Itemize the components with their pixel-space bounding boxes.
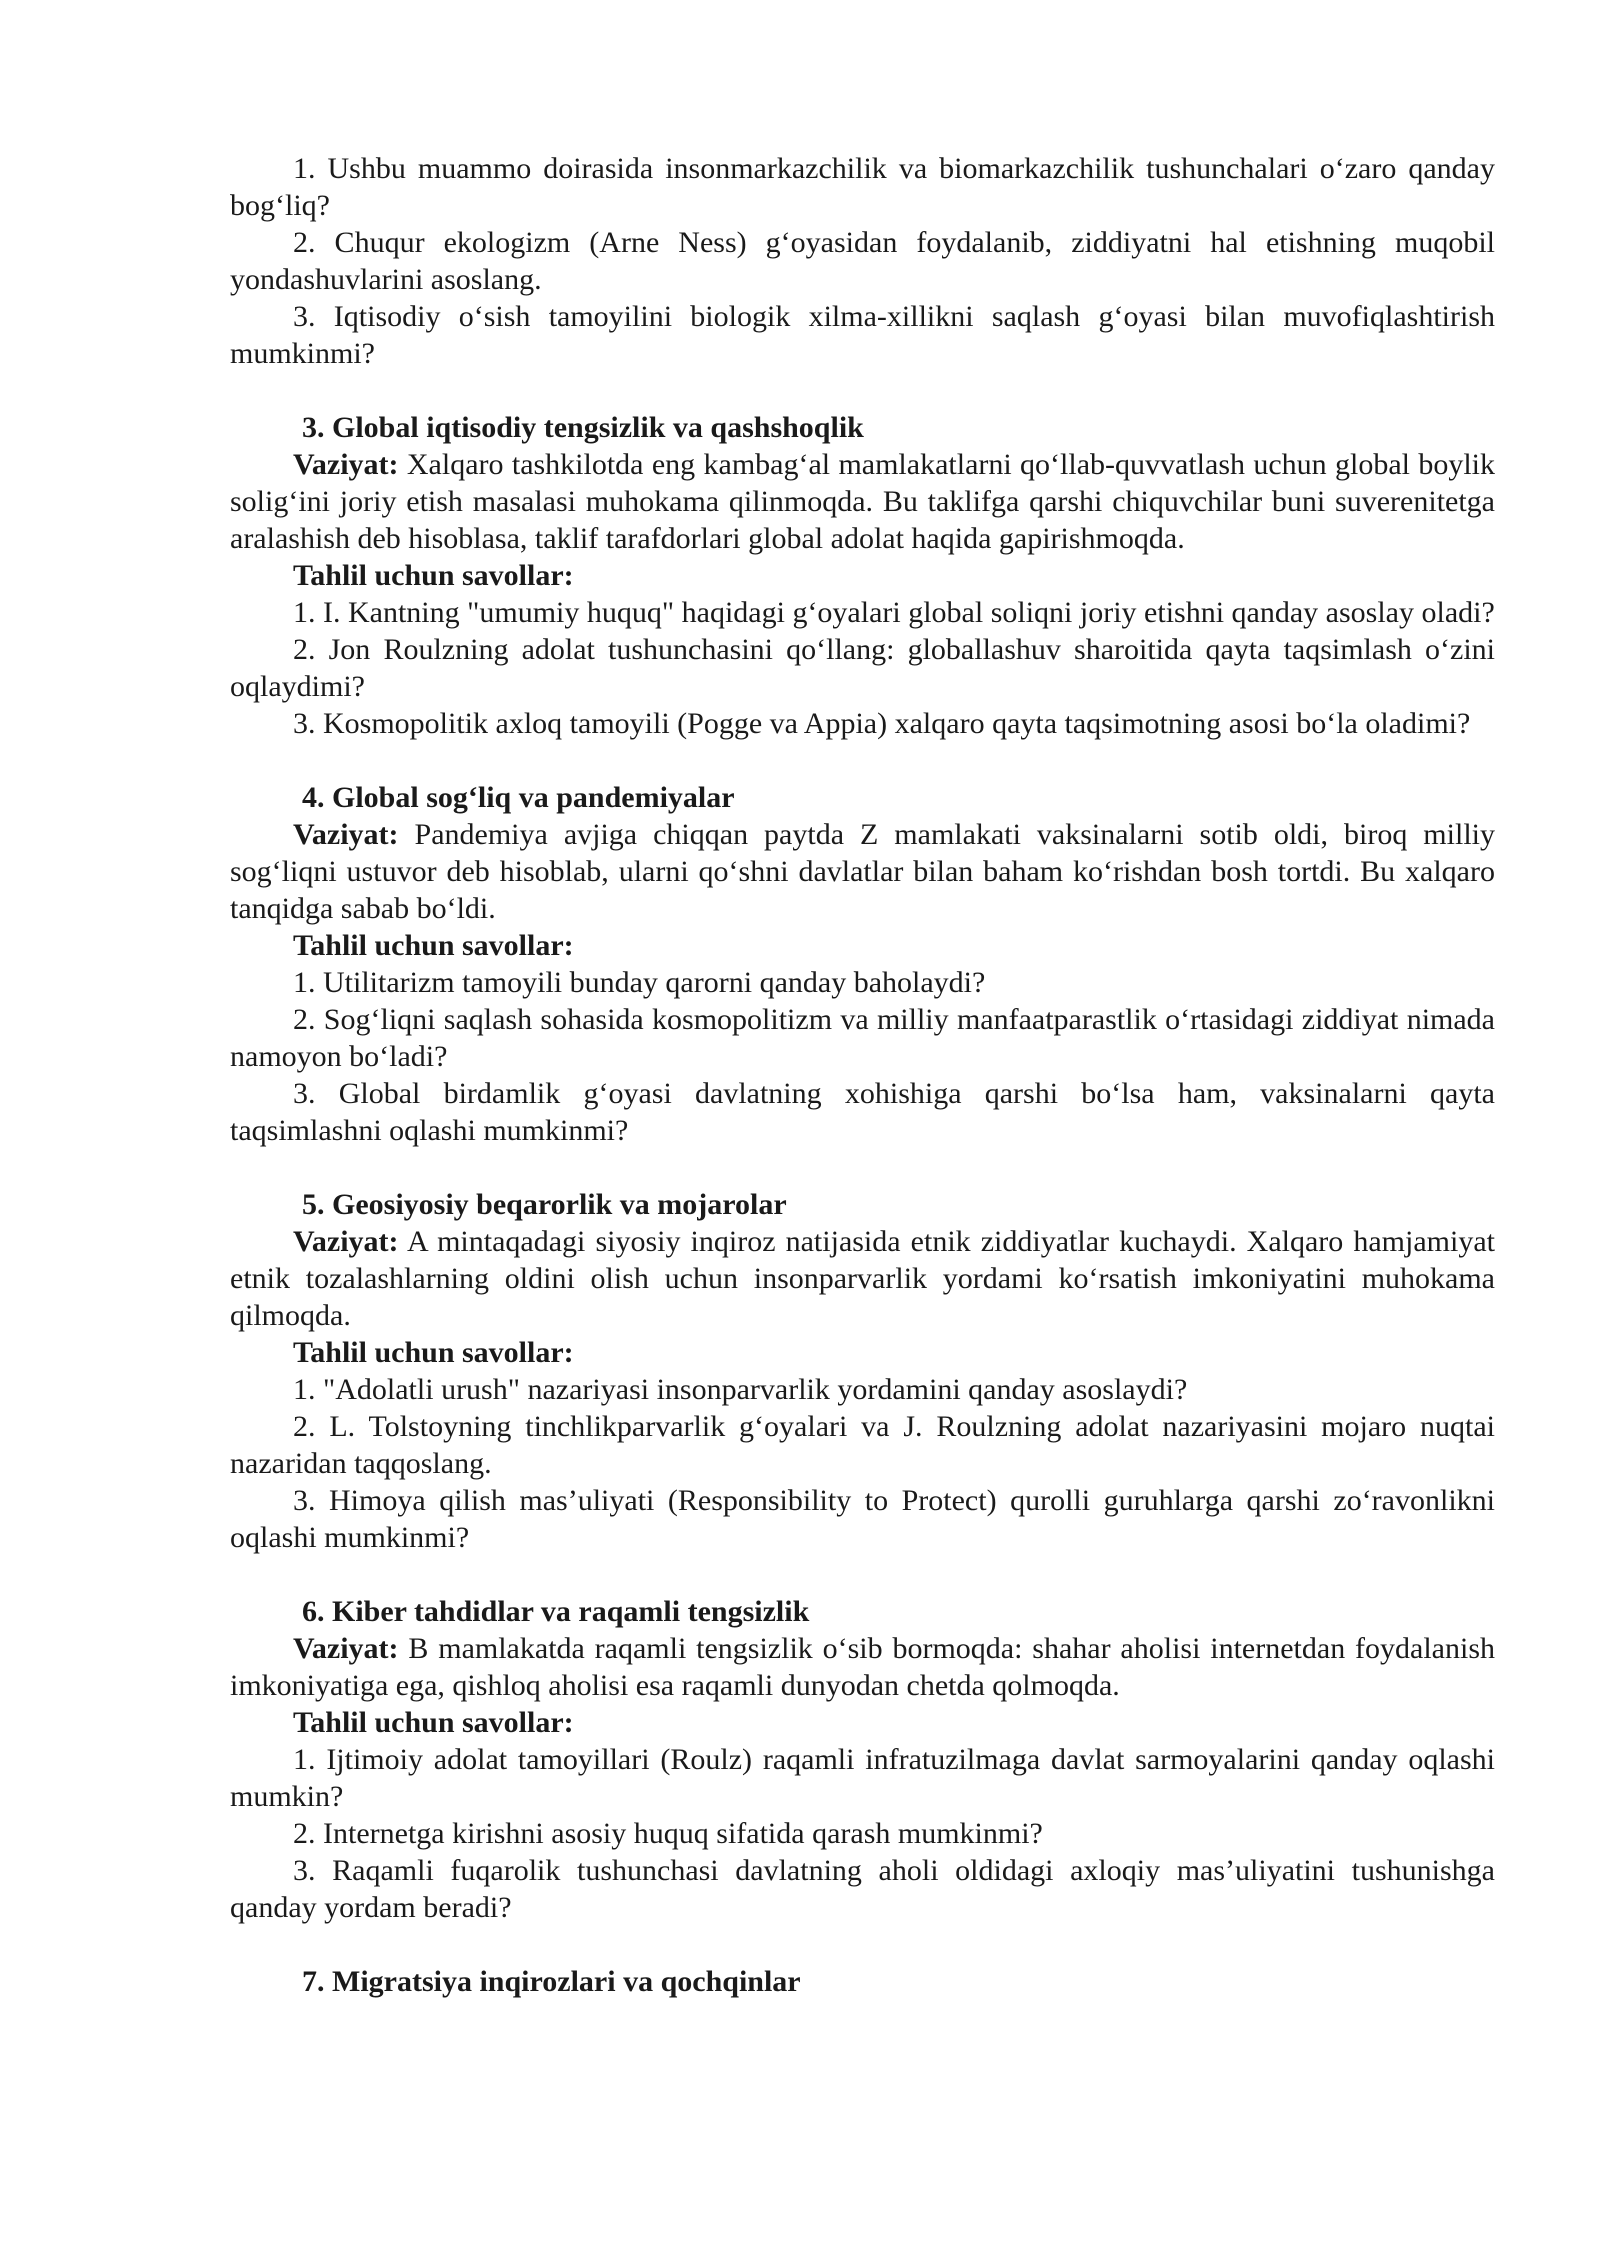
section-title: 4. Global sog‘liq va pandemiyalar xyxy=(302,781,735,814)
analysis-question: 3. Kosmopolitik axloq tamoyili (Pogge va Appia) xalqaro qayta taqsimotning asosi bo‘la oladimi? xyxy=(293,707,1471,740)
analysis-question: 3. Himoya qilish mas’uliyati (Responsibility to Protect) qurolli guruhlarga qarshi zo‘ravonlikni oqlashi mumkinmi? xyxy=(230,1484,1495,1554)
analysis-question: 1. Utilitarizm tamoyili bunday qarorni qanday baholaydi? xyxy=(293,966,986,999)
situation-label: Vaziyat: xyxy=(293,1225,399,1258)
situation-paragraph xyxy=(230,816,1495,927)
questions-heading: Tahlil uchun savollar: xyxy=(293,929,574,962)
intro-question-3: 3. Iqtisodiy o‘sish tamoyilini biologik xilma-xillikni saqlash g‘oyasi bilan muvofiqlashtirish mumkinmi? xyxy=(230,300,1495,370)
questions-heading: Tahlil uchun savollar: xyxy=(293,559,574,592)
analysis-question: 2. L. Tolstoyning tinchlikparvarlik g‘oyalari va J. Roulzning adolat nazariyasini mojaro nuqtai nazaridan taqqoslang. xyxy=(230,1410,1495,1480)
situation-label: Vaziyat: xyxy=(293,1632,399,1665)
intro-question-1: 1. Ushbu muammo doirasida insonmarkazchilik va biomarkazchilik tushunchalari o‘zaro qanday bog‘liq? xyxy=(230,152,1495,222)
section-title: 5. Geosiyosiy beqarorlik va mojarolar xyxy=(302,1188,787,1221)
questions-heading: Tahlil uchun savollar: xyxy=(293,1336,574,1369)
analysis-question: 2. Internetga kirishni asosiy huquq sifatida qarash mumkinmi? xyxy=(293,1817,1043,1850)
intro-question-2: 2. Chuqur ekologizm (Arne Ness) g‘oyasidan foydalanib, ziddiyatni hal etishning muqobil yondashuvlarini asoslang. xyxy=(230,226,1495,296)
situation-paragraph xyxy=(230,446,1495,557)
analysis-question: 1. "Adolatli urush" nazariyasi insonparvarlik yordamini qanday asoslaydi? xyxy=(293,1373,1188,1406)
analysis-question: 1. I. Kantning "umumiy huquq" haqidagi g‘oyalari global soliqni joriy etishni qanday asoslay oladi? xyxy=(293,596,1495,629)
analysis-question: 2. Jon Roulzning adolat tushunchasini qo‘llang: globallashuv sharoitida qayta taqsimlash o‘zini oqlaydimi? xyxy=(230,633,1495,703)
section-title-final: 7. Migratsiya inqirozlari va qochqinlar xyxy=(302,1965,801,1998)
section-title: 6. Kiber tahdidlar va raqamli tengsizlik xyxy=(302,1595,810,1628)
analysis-question: 1. Ijtimoiy adolat tamoyillari (Roulz) raqamli infratuzilmaga davlat sarmoyalarini qanday oqlashi mumkin? xyxy=(230,1743,1495,1813)
situation-paragraph xyxy=(230,1223,1495,1334)
situation-text: Pandemiya avjiga chiqqan paytda Z mamlakati vaksinalarni sotib oldi, biroq milliy sog‘liqni ustuvor deb hisoblab, ularni qo‘shni davlatlar bilan baham ko‘rishdan bosh tortdi. Bu xalqaro tanqidga sabab bo‘ldi. xyxy=(230,818,1495,925)
situation-text: Xalqaro tashkilotda eng kambag‘al mamlakatlarni qo‘llab-quvvatlash uchun global boylik solig‘ini joriy etish masalasi muhokama qilinmoqda. Bu taklifga qarshi chiquvchilar buni suverenitetga aralashish deb hisoblasa, taklif tarafdorlari global adolat haqida gapirishmoqda. xyxy=(230,448,1495,555)
analysis-question: 3. Global birdamlik g‘oyasi davlatning xohishiga qarshi bo‘lsa ham, vaksinalarni qayta taqsimlashni oqlashi mumkinmi? xyxy=(230,1077,1495,1147)
questions-heading: Tahlil uchun savollar: xyxy=(293,1706,574,1739)
situation-label: Vaziyat: xyxy=(293,818,399,851)
situation-paragraph xyxy=(230,1630,1495,1704)
situation-text: A mintaqadagi siyosiy inqiroz natijasida etnik ziddiyatlar kuchaydi. Xalqaro hamjamiyat etnik tozalashlarning oldini olish uchun insonparvarlik yordami ko‘rsatish imkoniyatini muhokama qilmoqda. xyxy=(230,1225,1495,1332)
analysis-question: 3. Raqamli fuqarolik tushunchasi davlatning aholi oldidagi axloqiy mas’uliyatini tushunishga qanday yordam beradi? xyxy=(230,1854,1495,1924)
situation-text: B mamlakatda raqamli tengsizlik o‘sib bormoqda: shahar aholisi internetdan foydalanish imkoniyatiga ega, qishloq aholisi esa raqamli dunyodan chetda qolmoqda. xyxy=(230,1632,1495,1702)
analysis-question: 2. Sog‘liqni saqlash sohasida kosmopolitizm va milliy manfaatparastlik o‘rtasidagi ziddiyat nimada namoyon bo‘ladi? xyxy=(230,1003,1495,1073)
section-title: 3. Global iqtisodiy tengsizlik va qashshoqlik xyxy=(302,411,864,444)
situation-label: Vaziyat: xyxy=(293,448,399,481)
